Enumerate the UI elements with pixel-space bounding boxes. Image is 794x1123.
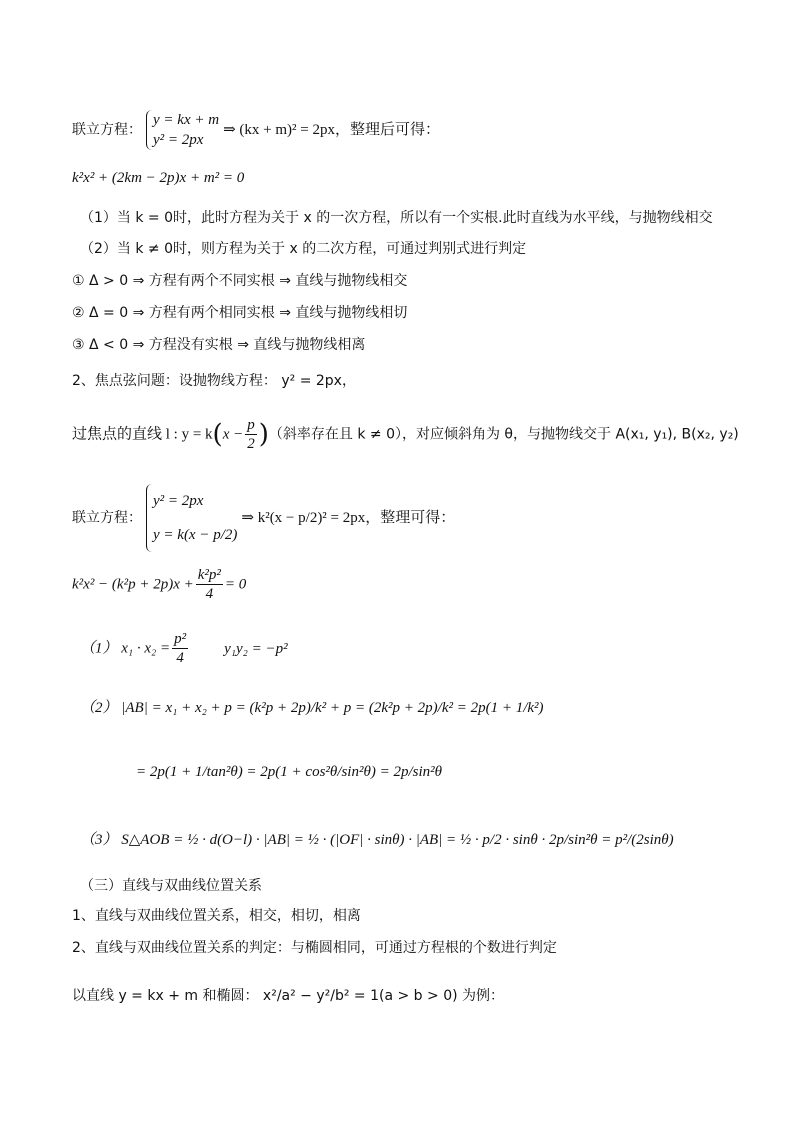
focal-line-definition: 过焦点的直线 l : y = k(x − $\frac{p}{2}$ )（斜率存在且 k ≠ 0），对应倾斜角为 θ，与抛物线交于 A(x₁, y₁), B(x₂, y₂) bbox=[72, 417, 739, 452]
chord-length-formula: （2） |AB| = x₁ + x₂ + p = (k²p + 2p)/k² + p = (2k²p + 2p)/k² = 2p(1 + 1/k²) bbox=[80, 700, 544, 716]
quadratic-equation-1: k²x² + (2km − 2p)x + m² = 0 bbox=[72, 170, 245, 186]
case-k-nonzero: （2）当 k ≠ 0时，则方程为关于 x 的二次方程，可通过判别式进行判定 bbox=[80, 241, 527, 257]
fraction-p-over-2: $\frac{p}{2}$ bbox=[247, 417, 255, 452]
line-simultaneous-1: 联立方程： y = kx + m y² = 2px ⇒ (kx + m)² = 2px，整理后可得： bbox=[72, 112, 440, 148]
line-simultaneous-2: 联立方程： y² = 2px y = k(x − p/2) ⇒ k²(x − p/2)² = 2px，整理可得： bbox=[72, 484, 455, 552]
discriminant-zero: ② Δ = 0 ⇒ 方程有两个相同实根 ⇒ 直线与抛物线相切 bbox=[72, 305, 408, 321]
hyperbola-positions: 1、直线与双曲线位置关系，相交，相切，相离 bbox=[72, 908, 361, 924]
section-heading-hyperbola: （三）直线与双曲线位置关系 bbox=[80, 878, 262, 894]
hyperbola-judgement: 2、直线与双曲线位置关系的判定：与椭圆相同，可通过方程根的个数进行判定 bbox=[72, 940, 557, 956]
discriminant-positive: ① Δ > 0 ⇒ 方程有两个不同实根 ⇒ 直线与抛物线相交 bbox=[72, 273, 408, 289]
product-of-roots: （1） x₁ · x₂ = $\frac{\text{p²}}{4}$ y₁y₂ = −p² bbox=[80, 631, 288, 666]
equation-system-2: y² = 2px y = k(x − p/2) bbox=[146, 484, 237, 552]
quadratic-equation-2: k²x² − (k²p + 2p)x + $\frac{\text{k²p²}}{4}$ = 0 bbox=[72, 567, 247, 602]
focal-chord-heading: 2、焦点弦问题：设抛物线方程： y² = 2px， bbox=[72, 373, 356, 389]
hyperbola-example: 以直线 y = kx + m 和椭圆： x²/a² − y²/b² = 1(a > b > 0) 为例： bbox=[72, 988, 505, 1004]
equation-system-1: y = kx + m y² = 2px bbox=[146, 110, 219, 150]
chord-length-simplified: = 2p(1 + 1/tan²θ) = 2p(1 + cos²θ/sin²θ) = 2p/sin²θ bbox=[136, 764, 442, 780]
discriminant-negative: ③ Δ < 0 ⇒ 方程没有实根 ⇒ 直线与抛物线相离 bbox=[72, 337, 366, 353]
triangle-area-formula: （3） S△AOB = ½ · d(O−l) · |AB| = ½ · (|OF| · sinθ) · |AB| = ½ · p/2 · sinθ · 2p/sin²θ = p²/(2sinθ) bbox=[80, 832, 674, 848]
case-k-zero: （1）当 k = 0时，此时方程为关于 x 的一次方程，所以有一个实根.此时直线为水平线，与抛物线相交 bbox=[80, 210, 713, 226]
